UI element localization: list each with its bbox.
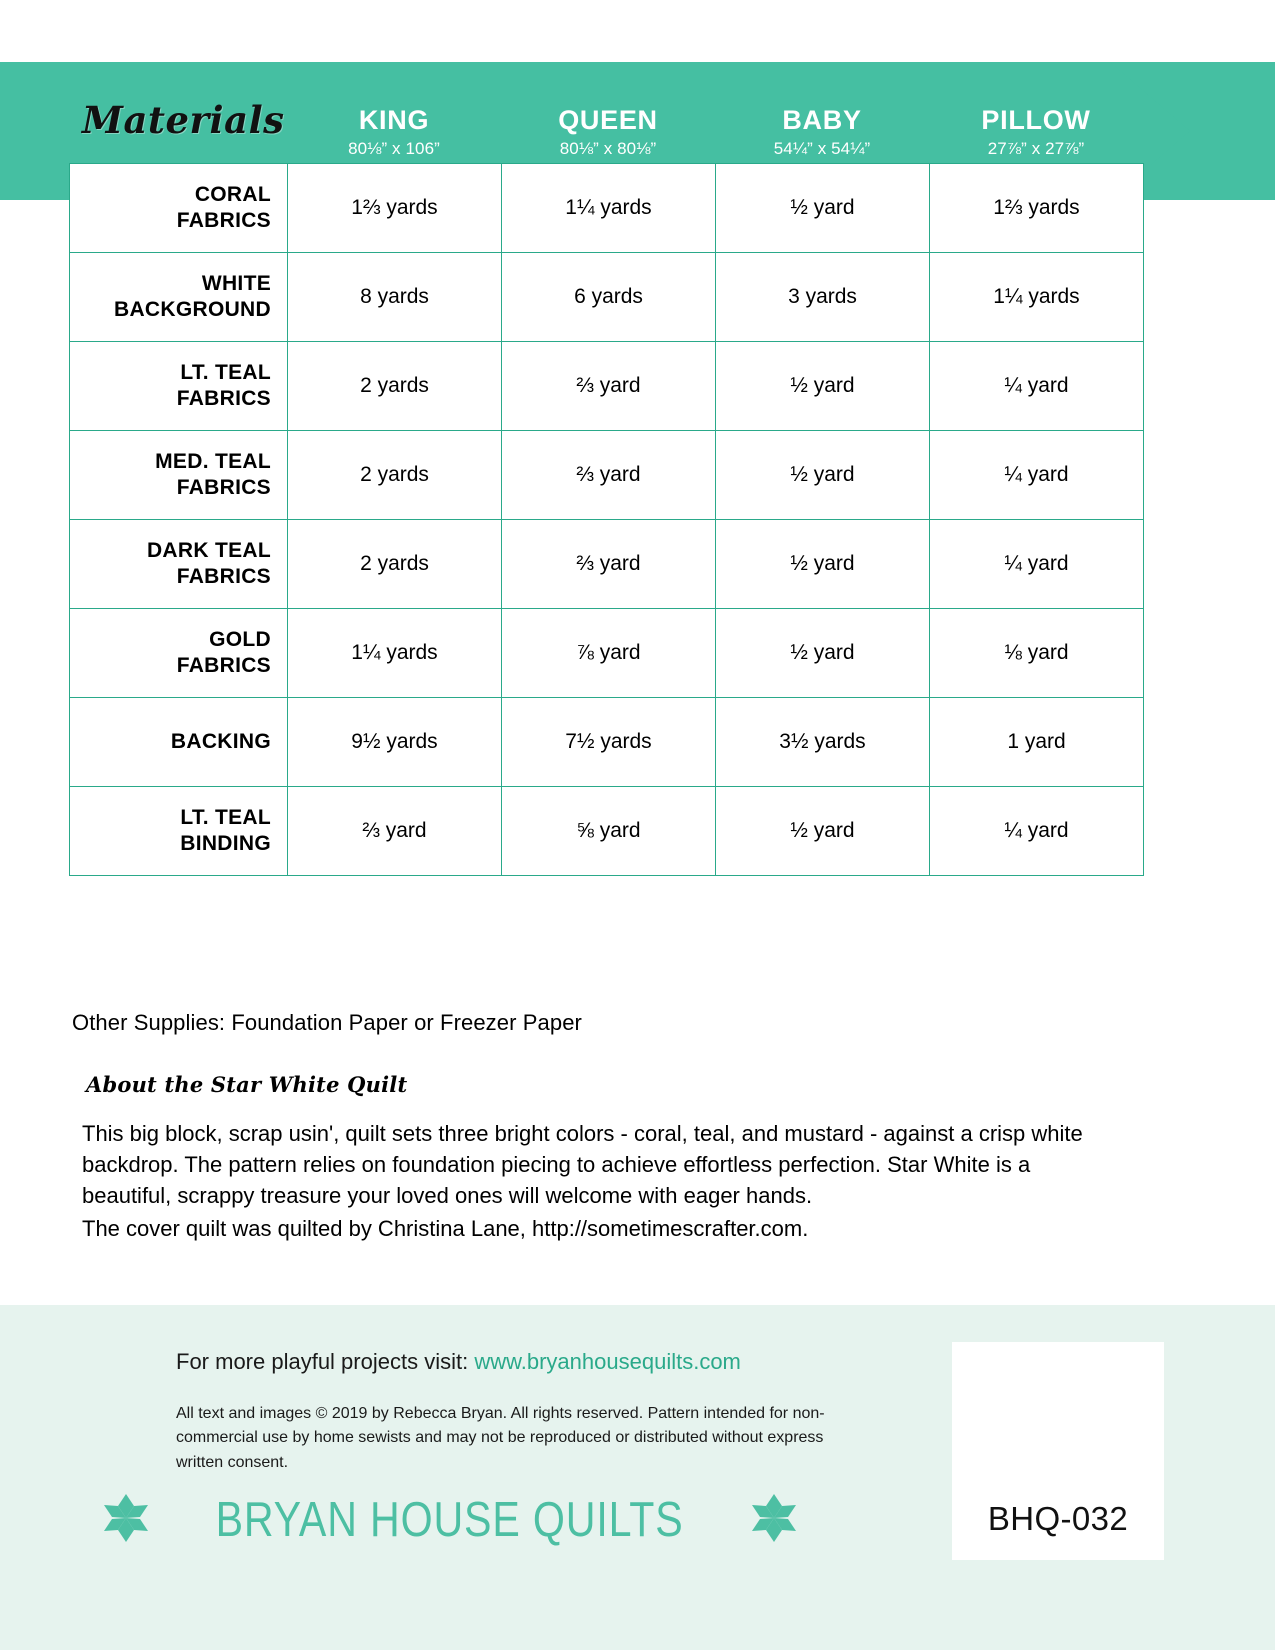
yardage-baby: ½ yard [716, 787, 930, 876]
table-row [70, 253, 1144, 342]
material-label: LT. TEAL BINDING [70, 787, 288, 876]
brand-logo [170, 1480, 730, 1560]
yardage-king: 1¼ yards [288, 609, 502, 698]
table-row [70, 520, 1144, 609]
footer-copyright-text: All text and images © 2019 by Rebecca Bryan. All rights reserved. Pattern intended for non-commercial use by home sewists and may not be reproduced or distributed without express written consent. [176, 1405, 825, 1471]
yardage-pillow: 1 yard [930, 698, 1144, 787]
footer-visit-line [176, 1349, 741, 1375]
yardage-king: 1⅔ yards [288, 164, 502, 253]
yardage-queen: 7½ yards [502, 698, 716, 787]
material-label: DARK TEAL FABRICS [70, 520, 288, 609]
material-label: CORAL FABRICS [70, 164, 288, 253]
yardage-pillow: ¼ yard [930, 431, 1144, 520]
footer-visit-prefix: For more playful projects visit: [176, 1349, 475, 1374]
yardage-baby: 3½ yards [716, 698, 930, 787]
yardage-pillow: ¼ yard [930, 787, 1144, 876]
pattern-code-box [952, 1342, 1164, 1560]
materials-title: Materials [82, 98, 285, 142]
yardage-king: 9½ yards [288, 698, 502, 787]
material-label: WHITE BACKGROUND [70, 253, 288, 342]
table-row [70, 787, 1144, 876]
yardage-king: 2 yards [288, 431, 502, 520]
yardage-pillow: ⅛ yard [930, 609, 1144, 698]
materials-table-body [70, 164, 1144, 876]
size-dimensions-baby: 54¼” x 54¼” [773, 139, 871, 159]
footer-website-link[interactable]: www.bryanhousequilts.com [474, 1349, 741, 1374]
yardage-pillow: ¼ yard [930, 342, 1144, 431]
yardage-baby: ½ yard [716, 164, 930, 253]
table-row [70, 431, 1144, 520]
yardage-queen: ⅔ yard [502, 431, 716, 520]
size-column-baby [715, 106, 929, 159]
yardage-pillow: 1¼ yards [930, 253, 1144, 342]
size-column-queen [501, 106, 715, 159]
size-dimensions-queen: 80⅛” x 80⅛” [559, 139, 657, 159]
yardage-king: 2 yards [288, 520, 502, 609]
material-label: MED. TEAL FABRICS [70, 431, 288, 520]
yardage-baby: ½ yard [716, 520, 930, 609]
about-heading: About the Star White Quilt [86, 1072, 408, 1097]
table-row [70, 609, 1144, 698]
yardage-queen: 1¼ yards [502, 164, 716, 253]
size-dimensions-king: 80⅛” x 106” [348, 139, 440, 159]
yardage-baby: 3 yards [716, 253, 930, 342]
material-label: LT. TEAL FABRICS [70, 342, 288, 431]
yardage-baby: ½ yard [716, 431, 930, 520]
yardage-king: 2 yards [288, 342, 502, 431]
yardage-queen: 6 yards [502, 253, 716, 342]
size-dimensions-pillow: 27⅞” x 27⅞” [987, 139, 1085, 159]
materials-banner [0, 62, 1275, 200]
yardage-king: ⅔ yard [288, 787, 502, 876]
yardage-queen: ⅝ yard [502, 787, 716, 876]
other-supplies-line: Other Supplies: Foundation Paper or Freezer Paper [72, 1010, 582, 1035]
table-row [70, 698, 1144, 787]
size-name-queen: QUEEN [558, 105, 658, 135]
size-name-pillow: PILLOW [981, 105, 1091, 135]
yardage-king: 8 yards [288, 253, 502, 342]
about-paragraph: This big block, scrap usin', quilt sets three bright colors - coral, teal, and mustard - against a crisp white backdrop. The pattern relies on foundation piecing to achieve effortless perfection. Star White is a beautiful, scrappy treasure your loved ones will welcome with eager hands. [82, 1121, 1083, 1209]
material-label: BACKING [70, 698, 288, 787]
size-name-baby: BABY [782, 105, 862, 135]
pattern-code-text: BHQ-032 [987, 1500, 1129, 1537]
size-column-pillow [929, 106, 1143, 159]
yardage-pillow: 1⅔ yards [930, 164, 1144, 253]
yardage-queen: ⅔ yard [502, 342, 716, 431]
yardage-queen: ⅔ yard [502, 520, 716, 609]
yardage-pillow: ¼ yard [930, 520, 1144, 609]
materials-table [69, 163, 1144, 876]
yardage-baby: ½ yard [716, 342, 930, 431]
quilting-credit-line: The cover quilt was quilted by Christina Lane, http://sometimescrafter.com. [82, 1216, 809, 1241]
size-name-king: KING [358, 105, 430, 135]
yardage-queen: ⅞ yard [502, 609, 716, 698]
size-column-king [287, 106, 501, 159]
material-label: GOLD FABRICS [70, 609, 288, 698]
quilt-star-icon-left [103, 1492, 149, 1549]
brand-logo-text: BRYAN HOUSE QUILTS [216, 1493, 684, 1547]
table-row [70, 342, 1144, 431]
yardage-baby: ½ yard [716, 609, 930, 698]
quilt-star-icon-right [751, 1492, 797, 1549]
